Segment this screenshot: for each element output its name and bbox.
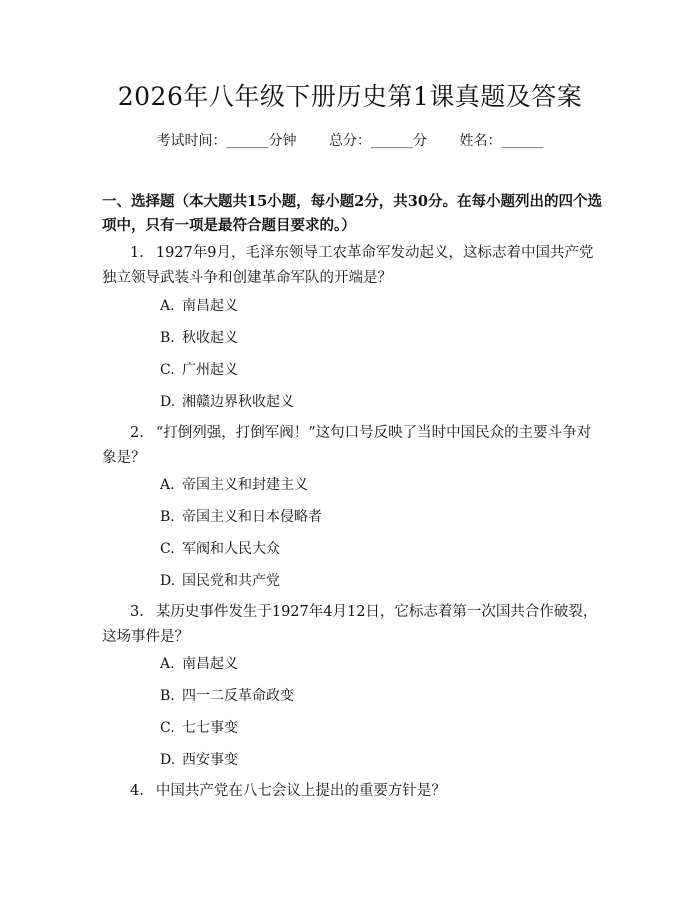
answer-option	[160, 360, 238, 380]
question-number: 1.	[130, 245, 144, 261]
exam-meta	[0, 131, 700, 151]
option-text: 帝国主义和日本侵略者	[182, 509, 322, 525]
option-letter: A.	[160, 477, 175, 493]
option-text: 南昌起义	[182, 656, 238, 672]
option-letter: C.	[160, 541, 175, 557]
question-stem	[102, 779, 600, 804]
option-letter: B.	[160, 330, 175, 346]
option-text: 军阀和人民大众	[182, 541, 280, 557]
answer-option	[160, 654, 238, 674]
question-number: 3.	[130, 604, 144, 620]
answer-option	[160, 392, 294, 412]
option-text: 广州起义	[182, 362, 238, 378]
total-score-field: 总分：______分	[329, 133, 427, 149]
answer-option	[160, 507, 322, 527]
answer-option	[160, 539, 280, 559]
question-text: 1927年9月，毛泽东领导工农革命军发动起义，这标志着中国共产党独立领导武装斗争和创建革命军队的开端是？	[102, 245, 594, 286]
option-text: 秋收起义	[182, 330, 238, 346]
option-letter: C.	[160, 720, 175, 736]
option-text: 四一二反革命政变	[182, 688, 294, 704]
option-letter: D.	[160, 573, 176, 589]
page-title: 2026年八年级下册历史第1课真题及答案	[117, 82, 583, 111]
question-stem	[102, 241, 600, 291]
question-text: 某历史事件发生于1927年4月12日，它标志着第一次国共合作破裂，这场事件是？	[102, 604, 598, 645]
option-letter: B.	[160, 688, 175, 704]
answer-option	[160, 296, 238, 316]
option-letter: B.	[160, 509, 175, 525]
exam-time-field: 考试时间：______分钟	[156, 133, 297, 149]
option-letter: A.	[160, 298, 175, 314]
section-heading: 一、选择题（本大题共15小题，每小题2分，共30分。在每小题列出的四个选项中，只有一项是最符合题目要求的。）	[102, 193, 602, 234]
student-name-field: 姓名：______	[459, 133, 544, 149]
option-letter: A.	[160, 656, 175, 672]
option-text: 帝国主义和封建主义	[182, 477, 308, 493]
question-stem	[102, 600, 600, 650]
option-text: 西安事变	[182, 752, 238, 768]
answer-option	[160, 750, 238, 770]
question-number: 4.	[130, 783, 144, 799]
answer-option	[160, 686, 294, 706]
option-text: 七七事变	[182, 720, 238, 736]
question-text: 中国共产党在八七会议上提出的重要方针是？	[155, 783, 446, 799]
question-stem	[102, 421, 600, 471]
option-text: 湘赣边界秋收起义	[182, 394, 294, 410]
question-text: “打倒列强，打倒军阀！”这句口号反映了当时中国民众的主要斗争对象是？	[102, 425, 592, 466]
option-letter: D.	[160, 752, 176, 768]
option-text: 南昌起义	[182, 298, 238, 314]
answer-option	[160, 328, 238, 348]
answer-option	[160, 571, 280, 591]
option-letter: D.	[160, 394, 176, 410]
answer-option	[160, 718, 238, 738]
option-text: 国民党和共产党	[182, 573, 280, 589]
option-letter: C.	[160, 362, 175, 378]
question-number: 2.	[130, 425, 144, 441]
answer-option	[160, 475, 308, 495]
